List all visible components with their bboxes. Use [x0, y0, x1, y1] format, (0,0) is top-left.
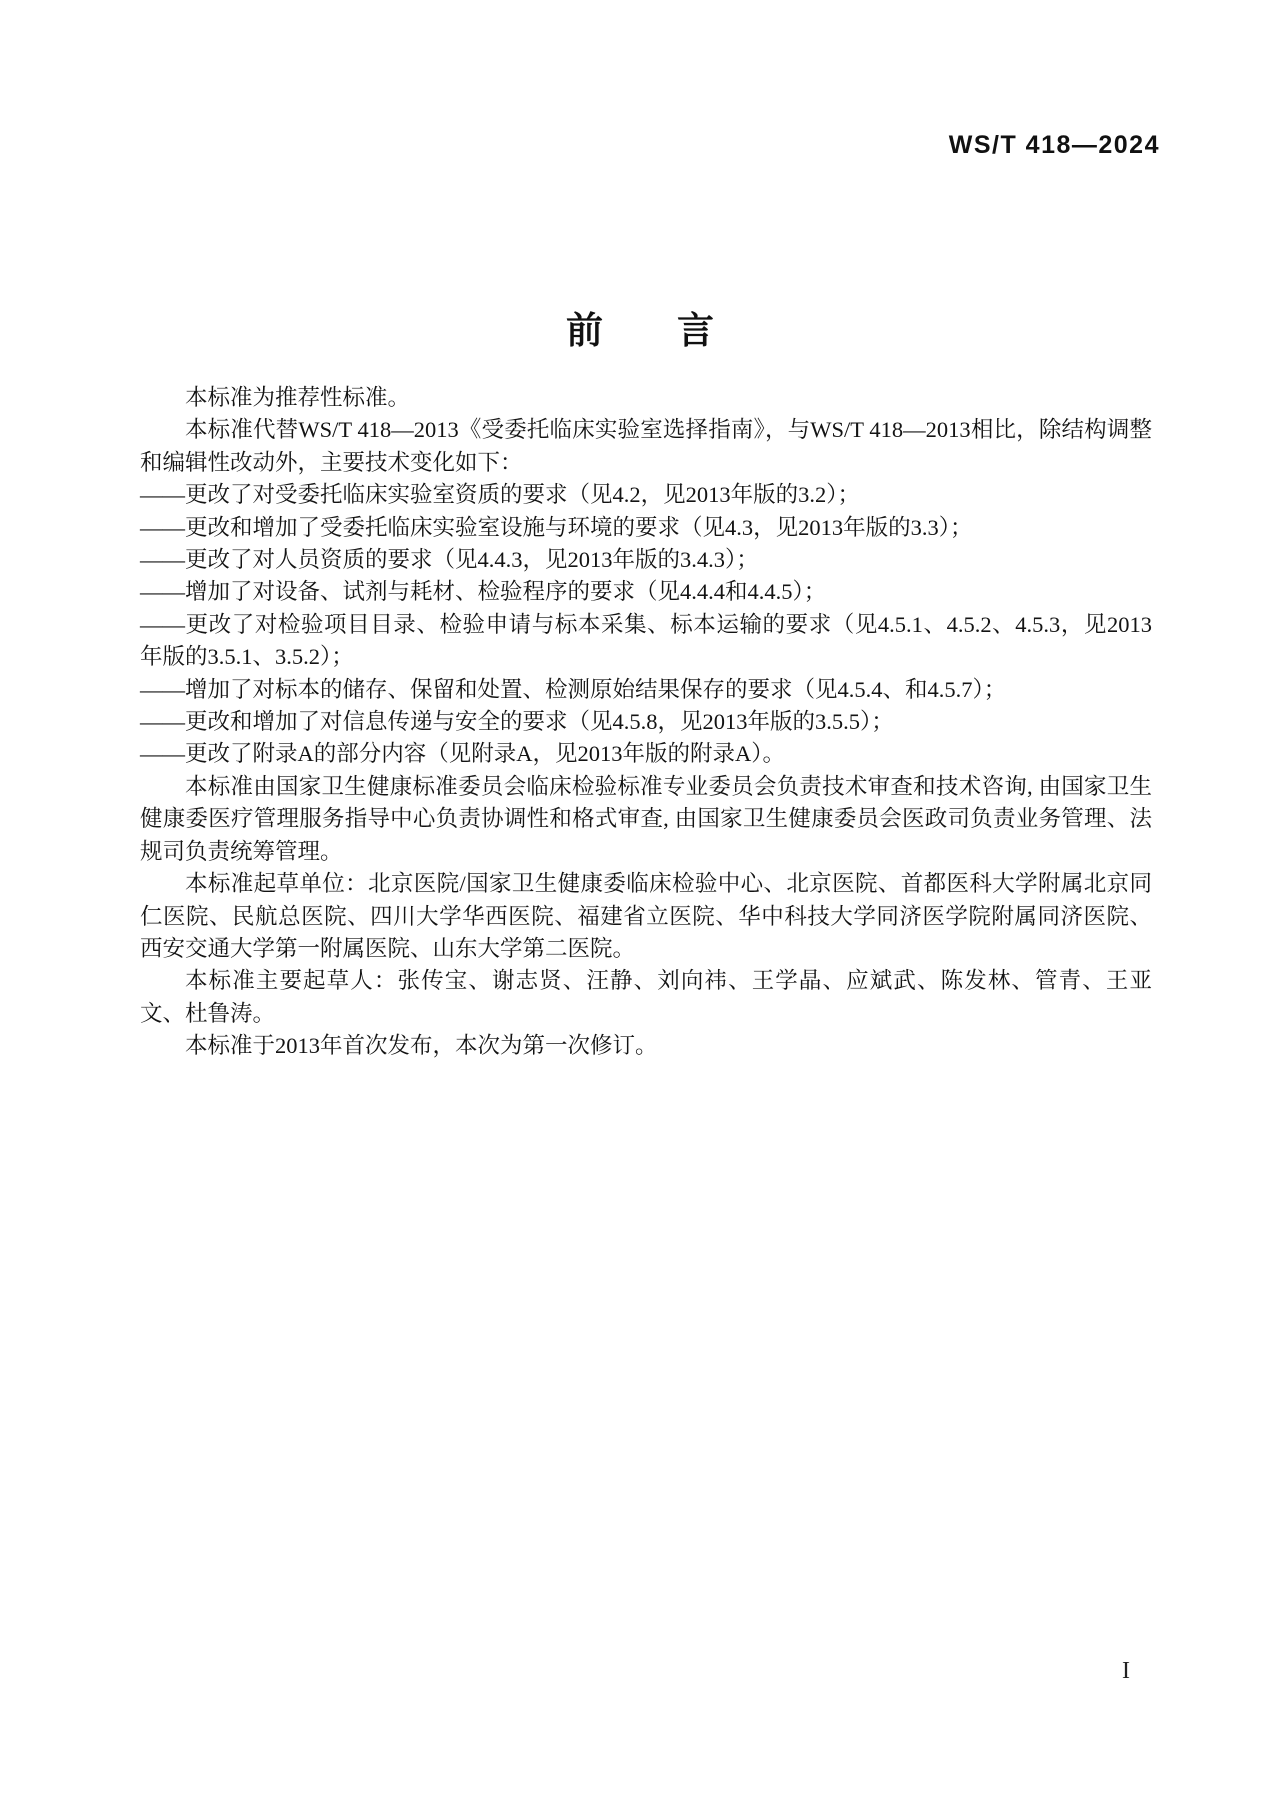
foreword-paragraph-recommended: 本标准为推荐性标准。 [185, 385, 411, 410]
change-item: ——更改了对人员资质的要求（见4.4.3，见2013年版的3.4.3）； [140, 547, 759, 573]
change-item: ——增加了对标本的储存、保留和处置、检测原始结果保存的要求（见4.5.4、和4.5.7）； [140, 676, 1007, 702]
page-title: 前 言 [566, 310, 714, 351]
foreword-paragraph-replaces: 本标准代替WS/T 418—2013《受委托临床实验室选择指南》，与WS/T 418—2013相比，除结构调整和编辑性改动外，主要技术变化如下： [140, 417, 1152, 475]
change-item: ——更改了对检验项目目录、检验申请与标本采集、标本运输的要求（见4.5.1、4.5.2、4.5.3，见2013年版的3.5.1、3.5.2）； [140, 611, 1152, 670]
page-number: I [1122, 1658, 1130, 1684]
foreword-paragraph-drafters: 本标准主要起草人：张传宝、谢志贤、汪静、刘向祎、王学晶、应斌武、陈发林、管青、王亚文、杜鲁涛。 [140, 968, 1152, 1026]
foreword-paragraph-drafting-units: 本标准起草单位：北京医院/国家卫生健康委临床检验中心、北京医院、首都医科大学附属北京同仁医院、民航总医院、四川大学华西医院、福建省立医院、华中科技大学同济医学院附属同济医院、西安交通大学第一附属医院、山东大学第二医院。 [140, 871, 1152, 961]
change-item: ——更改了附录A的部分内容（见附录A，见2013年版的附录A）。 [140, 741, 785, 767]
change-item: ——增加了对设备、试剂与耗材、检验程序的要求（见4.4.4和4.4.5）； [140, 579, 827, 605]
standard-number: WS/T 418—2024 [948, 131, 1160, 159]
change-item: ——更改和增加了受委托临床实验室设施与环境的要求（见4.3，见2013年版的3.3）； [140, 514, 973, 540]
change-item: ——更改和增加了对信息传递与安全的要求（见4.5.8，见2013年版的3.5.5）； [140, 709, 894, 735]
foreword-body [140, 382, 1152, 1063]
foreword-paragraph-history: 本标准于2013年首次发布，本次为第一次修订。 [185, 1033, 658, 1059]
foreword-paragraph-review: 本标准由国家卫生健康标准委员会临床检验标准专业委员会负责技术审查和技术咨询, 由国家卫生健康委医疗管理服务指导中心负责协调性和格式审查, 由国家卫生健康委员会医政司负责业务管理、法规司负责统筹管理。 [140, 773, 1152, 864]
change-item: ——更改了对受委托临床实验室资质的要求（见4.2，见2013年版的3.2）； [140, 482, 861, 508]
